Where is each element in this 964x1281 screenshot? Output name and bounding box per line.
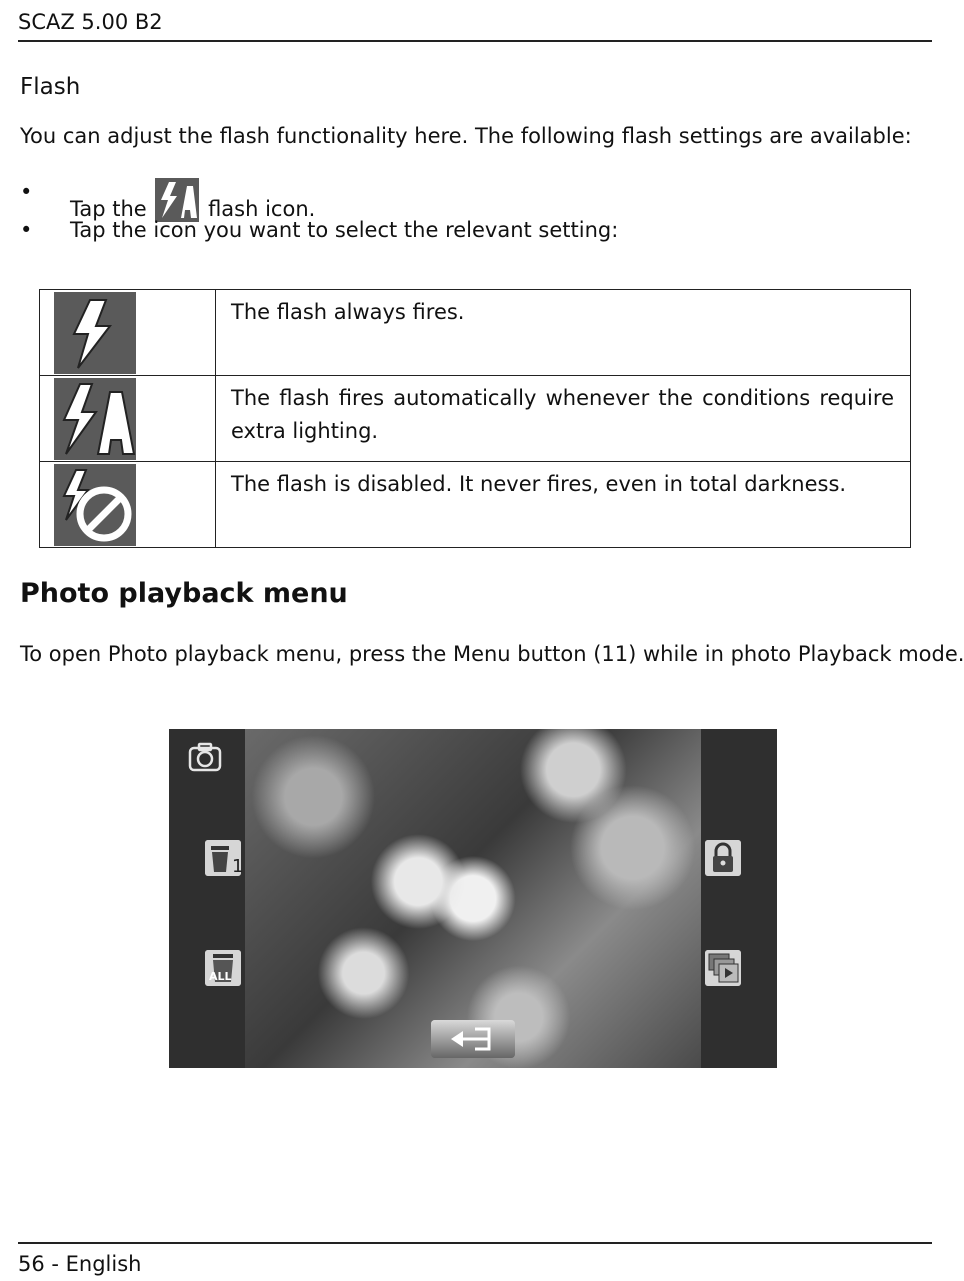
- page-footer: [18, 1242, 932, 1278]
- bullet-text-before: Tap the: [70, 197, 147, 221]
- icon-cell: [40, 290, 216, 376]
- table-row: [40, 462, 911, 548]
- bullet-dot: •: [20, 218, 33, 242]
- page-header: [18, 8, 932, 42]
- icon-cell: [40, 462, 216, 548]
- document-title: SCAZ 5.00 B2: [18, 10, 163, 34]
- svg-text:ALL: ALL: [209, 970, 232, 983]
- slideshow-icon[interactable]: [705, 950, 741, 986]
- flash-section-title: Flash: [20, 74, 81, 100]
- bullet-text: Tap the icon you want to select the relevant setting:: [70, 218, 619, 242]
- flash-description: The flash fires automatically whenever the conditions require extra lighting.: [216, 376, 911, 462]
- page-number: 56 - English: [18, 1252, 142, 1276]
- table-row: [40, 376, 911, 462]
- delete-one-icon[interactable]: [205, 840, 244, 877]
- flash-auto-icon: [54, 378, 136, 460]
- return-icon[interactable]: [431, 1020, 515, 1058]
- camera-icon[interactable]: [187, 739, 223, 775]
- playback-section-title: Photo playback menu: [20, 578, 348, 609]
- svg-text:1: 1: [232, 856, 244, 877]
- flash-off-icon: [54, 464, 136, 546]
- delete-all-icon[interactable]: [205, 950, 241, 986]
- lock-icon[interactable]: [705, 840, 741, 876]
- flash-intro: You can adjust the flash functionality here. The following flash settings are available:: [20, 124, 912, 148]
- flower-photo: [245, 729, 701, 1068]
- flash-description: The flash always fires.: [216, 290, 911, 376]
- flash-description: The flash is disabled. It never fires, even in total darkness.: [216, 462, 911, 548]
- playback-instructions: To open Photo playback menu, press the Menu button (11) while in photo Playback mode.: [20, 642, 964, 666]
- bullet-dot: •: [20, 180, 33, 204]
- flash-settings-table: [39, 289, 911, 548]
- bullet-text-after: flash icon.: [208, 197, 316, 221]
- icon-cell: [40, 376, 216, 462]
- flash-on-icon: [54, 292, 136, 374]
- table-row: [40, 290, 911, 376]
- camera-screen: [169, 729, 777, 1068]
